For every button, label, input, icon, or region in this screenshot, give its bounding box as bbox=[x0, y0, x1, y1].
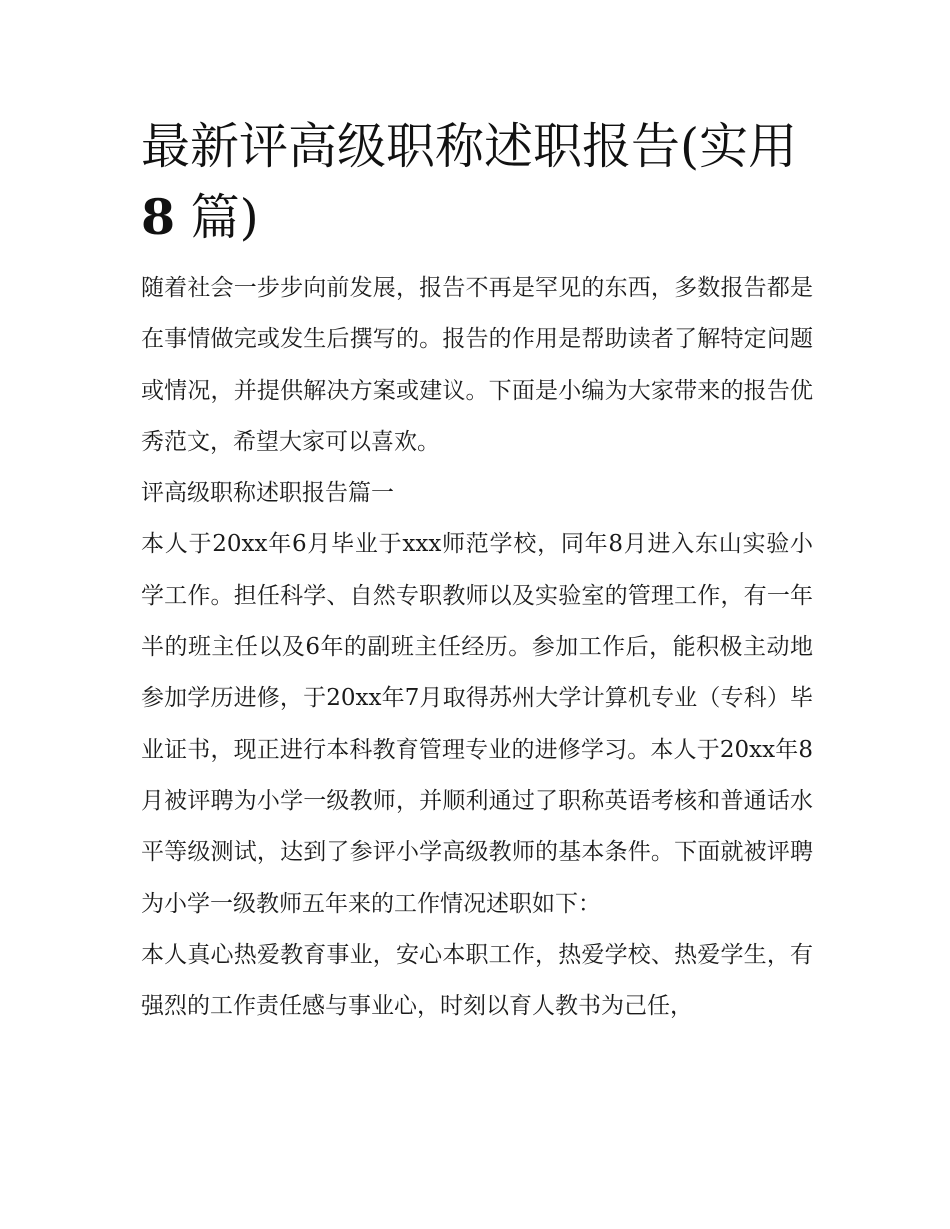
document-body bbox=[141, 112, 813, 1032]
body-paragraph: 本人于20xx年6月毕业于xxx师范学校，同年8月进入东山实验小学工作。担任科学、自然专职教师以及实验室的管理工作，有一年半的班主任以及6年的副班主任经历。参加工作后，能积极主动地参加学历进修，于20xx年7月取得苏州大学计算机专业（专科）毕业证书，现正进行本科教育管理专业的进修学习。本人于20xx年8月被评聘为小学一级教师，并顺利通过了职称英语考核和普通话水平等级测试，达到了参评小学高级教师的基本条件。下面就被评聘为小学一级教师五年来的工作情况述职如下： bbox=[141, 531, 813, 917]
document-title-line1: 最新评高级职称述职报告(实用 bbox=[141, 118, 798, 175]
section-heading: 评高级职称述职报告篇一 bbox=[141, 480, 394, 507]
body-paragraph: 本人真心热爱教育事业，安心本职工作，热爱学校、热爱学生，有强烈的工作责任感与事业心，时刻以育人教书为己任， bbox=[141, 941, 813, 1020]
document-title-line2: 篇) bbox=[175, 189, 259, 246]
intro-paragraph: 随着社会一步步向前发展，报告不再是罕见的东西，多数报告都是在事情做完或发生后撰写的。报告的作用是帮助读者了解特定问题或情况，并提供解决方案或建议。下面是小编为大家带来的报告优秀范文，希望大家可以喜欢。 bbox=[141, 275, 813, 455]
document-title bbox=[141, 112, 813, 253]
document-title-number: 8 bbox=[141, 188, 176, 246]
document-title-block bbox=[141, 112, 813, 253]
